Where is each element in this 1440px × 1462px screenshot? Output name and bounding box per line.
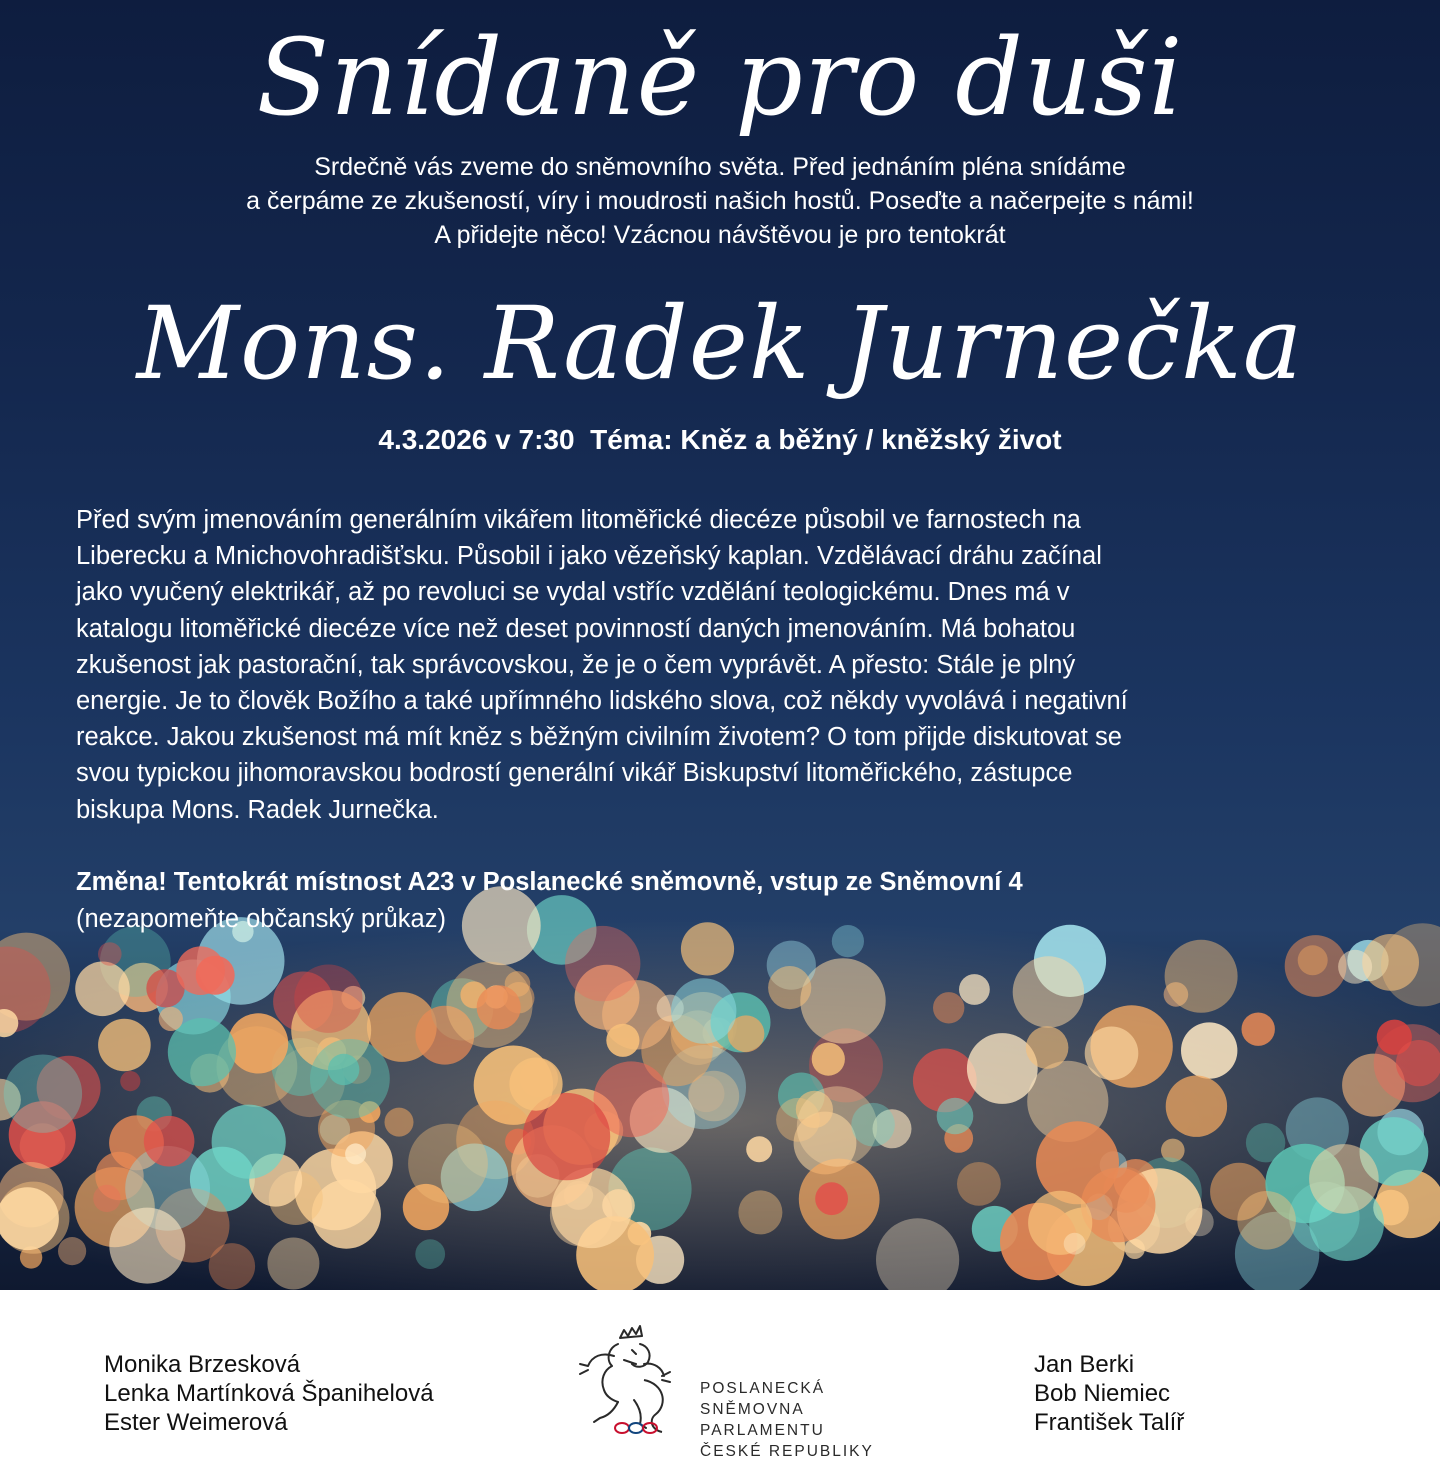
description-line: biskupa Mons. Radek Jurnečka. <box>76 795 439 824</box>
description-line: zkušenost jak pastorační, tak správcovskou, že je o čem vyprávět. A přesto: Stále je plný <box>76 650 1076 679</box>
event-topic: Téma: Kněz a běžný / kněžský život <box>590 424 1062 455</box>
event-title: Snídaně pro duši <box>256 16 1184 139</box>
intro-line: a čerpáme ze zkušeností, víry i moudrosti našich hostů. Poseďte a načerpejte s námi! <box>246 187 1194 215</box>
host-name: František Talíř <box>1034 1409 1185 1436</box>
intro-line: Srdečně vás zveme do sněmovního světa. Před jednáním pléna snídáme <box>314 153 1126 181</box>
host-name: Bob Niemiec <box>1034 1380 1171 1407</box>
logo-line: ČESKÉ REPUBLIKY <box>700 1443 874 1460</box>
description-line: Liberecku a Mnichovohradišťsku. Působil i jako vězeňský kaplan. Vzdělávací dráhu začínal <box>76 542 1102 571</box>
event-date-time: 4.3.2026 v 7:30 <box>378 424 575 455</box>
guest-description <box>76 502 1366 828</box>
host-name: Ester Weimerová <box>104 1409 288 1436</box>
parliament-logo <box>574 1320 914 1460</box>
description-line: jako vyučený elektrikář, až po revoluci se vydal vstříc vzdělání teologickému. Dnes má v <box>76 578 1070 607</box>
host-name: Monika Brzesková <box>104 1351 301 1378</box>
description-line: reakce. Jakou zkušenost má mít kněz s běžným civilním životem? O tom přijde diskutovat se <box>76 723 1122 752</box>
host-name: Jan Berki <box>1034 1351 1135 1378</box>
venue-change-notice: Změna! Tentokrát místnost A23 v Poslanecké sněmovně, vstup ze Sněmovní 4 <box>76 868 1023 896</box>
description-line: Před svým jmenováním generálním vikářem litoměřické diecéze působil ve farnostech na <box>76 506 1081 534</box>
guest-name: Mons. Radek Jurnečka <box>136 285 1304 402</box>
logo-line: SNĚMOVNA <box>700 1401 805 1418</box>
parliament-logo-text <box>700 1378 874 1462</box>
venue-id-note: (nezapomeňte občanský průkaz) <box>76 905 446 933</box>
logo-line: POSLANECKÁ <box>700 1380 826 1397</box>
czech-lion-emblem-icon <box>574 1320 686 1440</box>
hosts-right <box>1034 1350 1184 1437</box>
logo-line: PARLAMENTU <box>700 1422 825 1439</box>
intro-text <box>80 150 1360 252</box>
intro-line: A přidejte něco! Vzácnou návštěvou je pro tentokrát <box>434 221 1006 249</box>
host-name: Lenka Martínková Španihelová <box>104 1380 434 1407</box>
event-date-topic <box>0 424 1440 456</box>
footer <box>0 1290 1440 1460</box>
description-line: svou typickou jihomoravskou bodrostí generální vikář Biskupství litoměřického, zástupce <box>76 759 1073 788</box>
description-line: katalogu litoměřické diecéze více než deset povinností daných jmenováním. Má bohatou <box>76 614 1076 643</box>
description-line: energie. Je to člověk Božího a také upřímného lidského slova, což někdy vyvolává i negativní <box>76 687 1128 716</box>
hosts-left <box>104 1350 434 1437</box>
